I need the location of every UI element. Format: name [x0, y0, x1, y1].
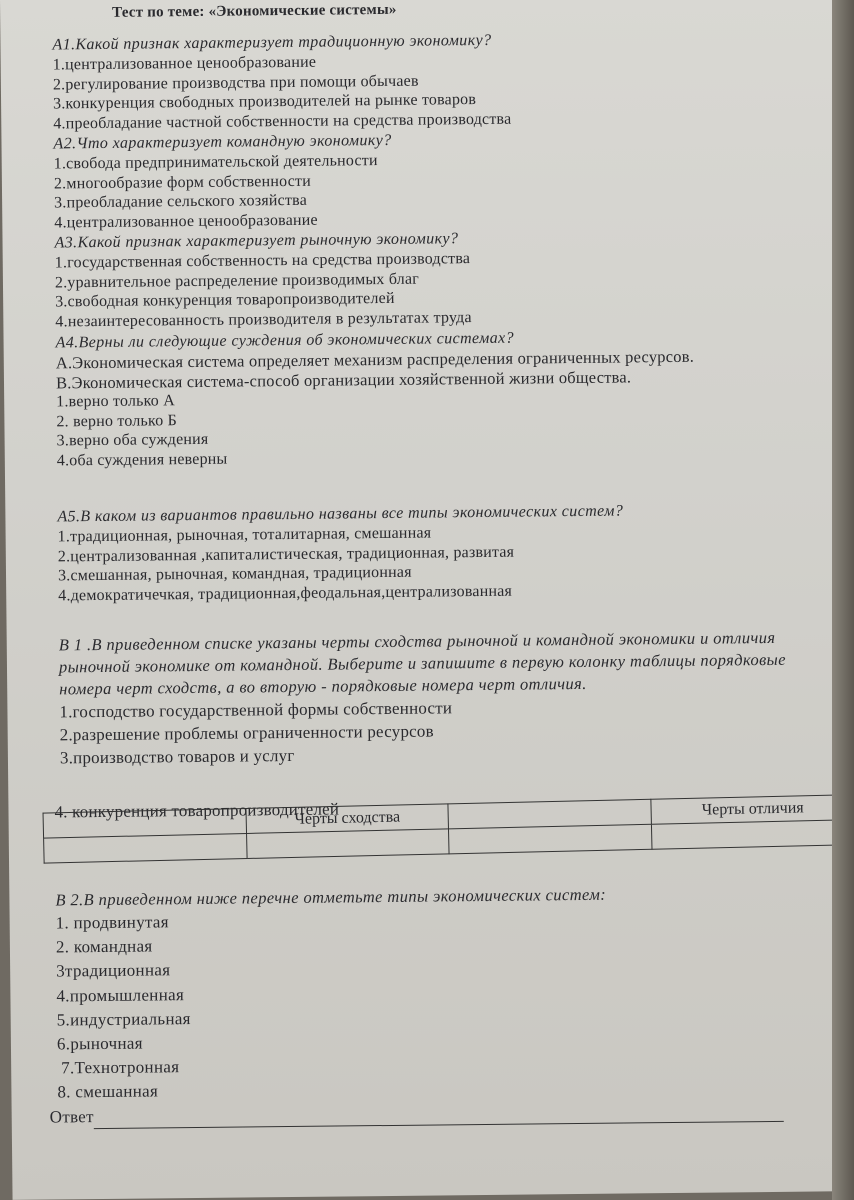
- question-text: А2.Что характеризует командную экономику?: [53, 131, 392, 153]
- answer-option: 2.регулирование производства при помощи обычаев: [52, 72, 419, 94]
- list-item: 4. конкуренция товаропроизводителей: [54, 799, 340, 822]
- table-cell[interactable]: [652, 820, 854, 850]
- answer-option: 4.оба суждения неверны: [56, 450, 228, 470]
- list-item: 3традиционная: [56, 960, 171, 981]
- question-a1: [52, 31, 511, 134]
- answer-option: 1.верно только А: [56, 392, 175, 411]
- table-cell[interactable]: [246, 829, 449, 859]
- answer-line[interactable]: [94, 1103, 784, 1129]
- question-b2: [49, 882, 817, 1130]
- list-item: 2. командная: [55, 936, 153, 957]
- question-a5: [57, 502, 624, 606]
- answer-option: 3.свободная конкуренция товаропроизводителей: [55, 290, 395, 311]
- list-item: 5.индустриальная: [56, 1008, 191, 1030]
- answer-option: 2. верно только Б: [56, 411, 178, 431]
- test-title: Тест по теме: «Экономические системы»: [112, 1, 397, 21]
- table-header-different: Черты отличия: [651, 795, 854, 825]
- table-cell[interactable]: [44, 833, 247, 863]
- answer-option: 3.смешанная, рыночная, командная, традиционная: [57, 563, 412, 585]
- answer-label: Ответ: [49, 1106, 94, 1127]
- answer-option: 1.государственная собственность на средства производства: [54, 250, 471, 272]
- question-a2: [53, 131, 392, 233]
- table-cell[interactable]: [449, 824, 652, 854]
- question-text: А3.Какой признак характеризует рыночную экономику?: [54, 230, 459, 252]
- list-item: 1.господство государственной формы собственности: [59, 698, 453, 722]
- list-item: 8. смешанная: [57, 1081, 159, 1102]
- answer-option: 2.централизованная ,капиталистическая, традиционная, развитая: [57, 543, 515, 566]
- answer-option: 1.централизованное ценообразование: [52, 53, 317, 74]
- answer-option: 4.централизованное ценообразование: [54, 211, 318, 232]
- question-b1: [59, 626, 820, 769]
- answer-option: 2.многообразие форм собственности: [53, 172, 312, 193]
- question-text: А1.Какой признак характеризует традиционную экономику?: [52, 31, 492, 54]
- question-text: А4.Верны ли следующие суждения об экономических системах?: [55, 329, 515, 352]
- answer-option: 3.конкуренция свободных производителей на рынке товаров: [53, 91, 477, 113]
- answer-option: 4.преобладание частной собственности на средства производства: [53, 110, 512, 133]
- question-a3: [54, 229, 471, 332]
- page-edge-shadow: [832, 0, 854, 1200]
- question-text: В 1 .В приведенном списке указаны черты сходства рыночной и командной экономики и отличия рыночной экономике от командной. Выберите и запишите в первую колонку таблицы порядковые номера черт сходств, а во вторую - порядковые номера черт отличия.: [58, 627, 787, 699]
- answer-option: 3.верно оба суждения: [56, 431, 209, 450]
- list-item: 3.производство товаров и услуг: [59, 745, 295, 768]
- question-text: А5.В каком из вариантов правильно названы все типы экономических систем?: [57, 502, 624, 526]
- list-item: 4.промышленная: [56, 984, 185, 1006]
- list-item: 2.разрешение проблемы ограниченности ресурсов: [59, 721, 434, 745]
- list-item: 6.рыночная: [56, 1033, 143, 1054]
- list-item: 1. продвинутая: [55, 912, 169, 933]
- answer-option: 4.незаинтересованность производителя в результатах труда: [55, 308, 472, 331]
- answer-option: 2.уравнительное распределение производимых благ: [54, 270, 420, 292]
- list-item: 7.Технотронная: [61, 1057, 180, 1078]
- question-a4: [55, 326, 746, 471]
- answer-option: 4.демократичечкая, традиционная,феодальная,централизованная: [58, 582, 513, 605]
- question-text: В 2.В приведенном ниже перечне отметьте типы экономических систем:: [55, 884, 607, 910]
- answer-option: 1.свобода предпринимательской деятельности: [53, 152, 378, 173]
- statement-a: А.Экономическая система определяет механизм распределения ограниченных ресурсов.: [55, 346, 695, 373]
- statement-b: В.Экономическая система-способ организации хозяйственной жизни общества.: [55, 367, 632, 393]
- answer-option: 3.преобладание сельского хозяйства: [54, 191, 308, 212]
- answer-option: 1.традиционная, рыночная, тоталитарная, смешанная: [57, 524, 432, 546]
- table-header-similar: Черты сходства: [246, 804, 449, 834]
